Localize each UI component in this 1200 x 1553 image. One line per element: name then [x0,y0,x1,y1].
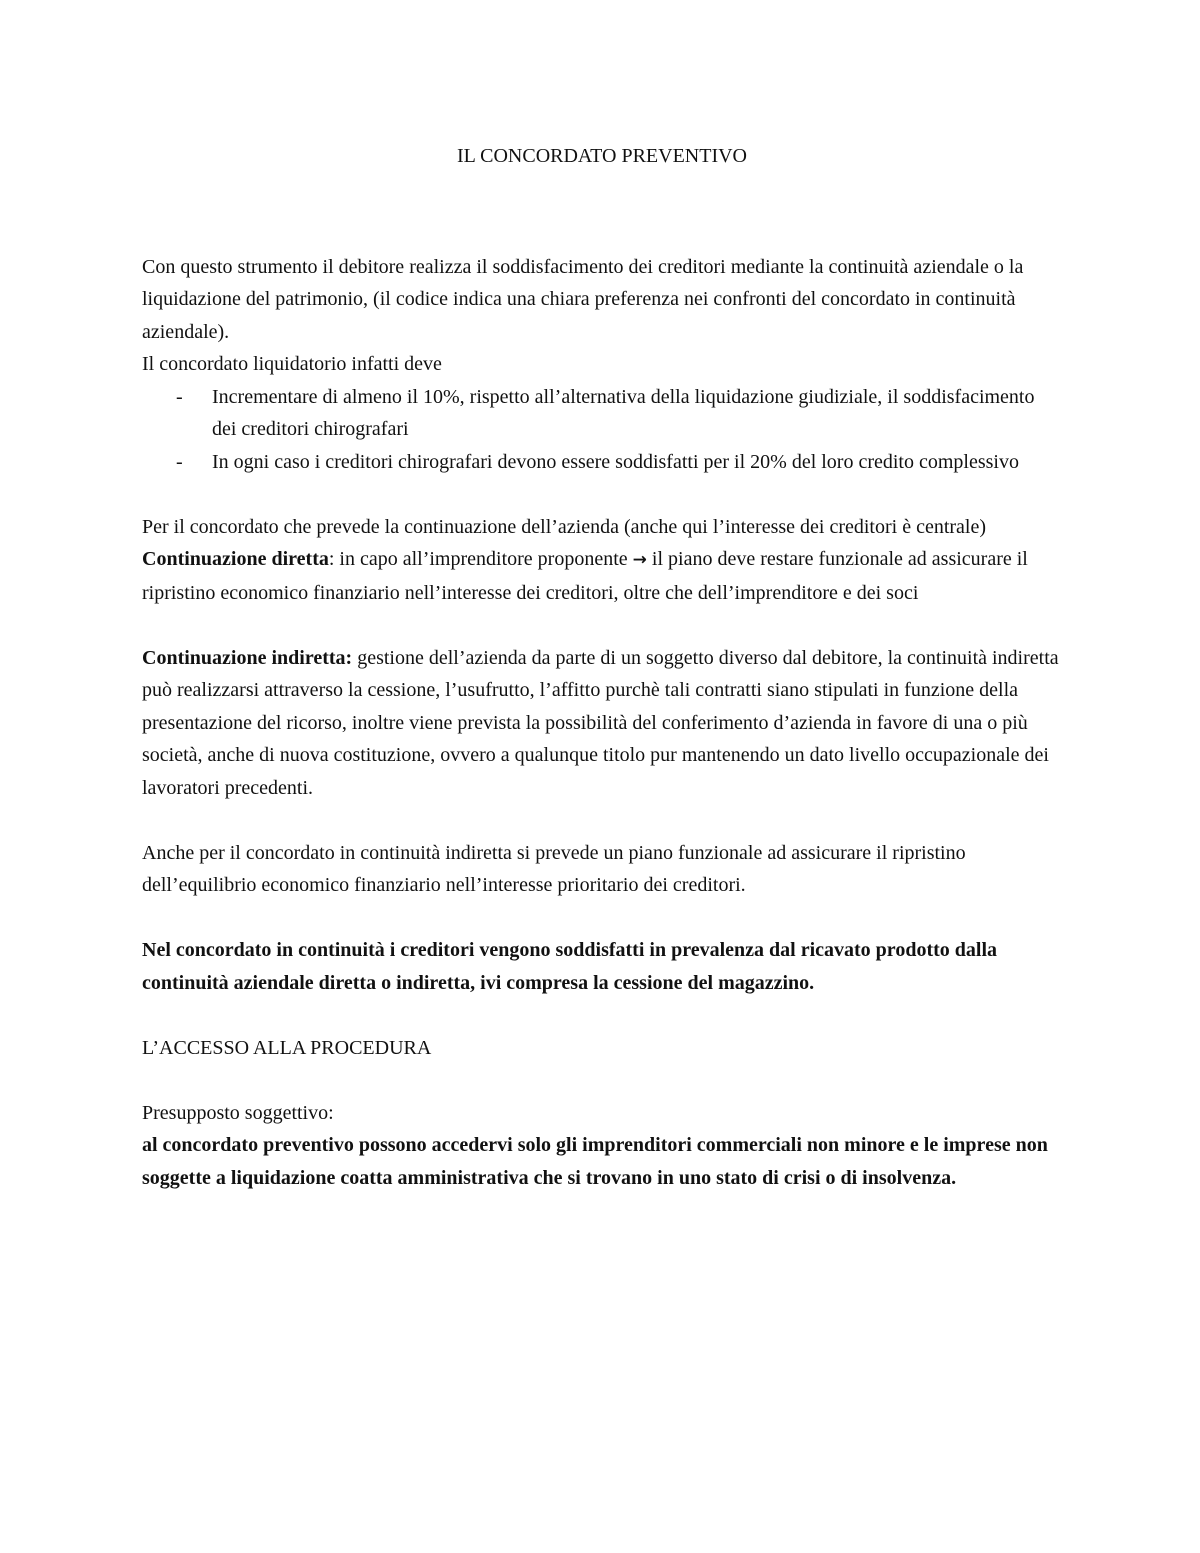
bold-statement-text: Nel concordato in continuità i creditori vengono soddisfatti in prevalenza dal ricavato prodotto dalla continuità aziendale diretta o indiretta, ivi compresa la cessione del magazzino. [142,939,997,994]
presupposto-text: al concordato preventivo possono accedervi solo gli imprenditori commerciali non minore e le imprese non soggette a liquidazione coatta amministrativa che si trovano in uno stato di crisi o di insolvenza. [142,1134,1048,1189]
paragraph-gap [142,999,1062,1032]
bold-statement [142,934,1062,999]
indiretta-label: Continuazione indiretta: [142,646,353,669]
paragraph-gap [142,609,1062,642]
section-heading: L’ACCESSO ALLA PROCEDURA [142,1036,432,1059]
indiretta-paragraph [142,642,1062,805]
dash-bullet: - [176,450,183,473]
diretta-label: Continuazione diretta [142,548,329,570]
paragraph-gap [142,1064,1062,1097]
presupposto-label: Presupposto soggettivo: [142,1101,334,1124]
continuazione-intro: Per il concordato che prevede la continuazione dell’azienda (anche qui l’interesse dei creditori è centrale) [142,515,987,538]
list-item [142,381,1062,446]
liquidatorio-intro: Il concordato liquidatorio infatti deve [142,353,442,375]
arrow-right-icon: → [632,550,647,570]
paragraph-gap [142,804,1062,837]
paragraph-gap [142,478,1062,511]
presupposto-paragraph [142,1129,1062,1194]
list-item [142,446,1062,479]
list-item-text: In ogni caso i creditori chirografari devono essere soddisfatti per il 20% del loro credito complessivo [212,450,1019,473]
intro-paragraph: Con questo strumento il debitore realizza il soddisfacimento dei creditori mediante la continuità aziendale o la liquidazione del patrimonio, (il codice indica una chiara preferenza nei confronti del concordato in continuità aziendale). [142,255,1024,343]
anche-paragraph: Anche per il concordato in continuità indiretta si prevede un piano funzionale ad assicurare il ripristino dell’equilibrio economico finanziario nell’interesse prioritario dei creditori. [142,841,966,896]
list-item-text: Incrementare di almeno il 10%, rispetto all’alternativa della liquidazione giudiziale, il soddisfacimento dei creditori chirografari [212,385,1035,440]
document-body [142,140,1062,1194]
dash-bullet: - [176,385,183,408]
diretta-text-before: : in capo all’imprenditore proponente [328,548,633,570]
requirements-list [142,381,1062,479]
document-title: IL CONCORDATO PREVENTIVO [457,145,747,167]
paragraph-gap [142,902,1062,935]
diretta-paragraph [142,543,1062,609]
diretta-text-after: il piano deve restare funzionale ad assicurare il ripristino economico finanziario nell’interesse dei creditori, oltre che dell’imprenditore e dei soci [142,548,1028,604]
indiretta-text: gestione dell’azienda da parte di un soggetto diverso dal debitore, la continuità indiretta può realizzarsi attraverso la cessione, l’usufrutto, l’affitto purchè tali contratti siano stipulati in funzione della presentazione del ricorso, inoltre viene prevista la possibilità del conferimento d’azienda in favore di una o più società, anche di nuova costituzione, ovvero a qualunque titolo pur mantenendo un dato livello occupazionale dei lavoratori precedenti. [142,646,1059,799]
